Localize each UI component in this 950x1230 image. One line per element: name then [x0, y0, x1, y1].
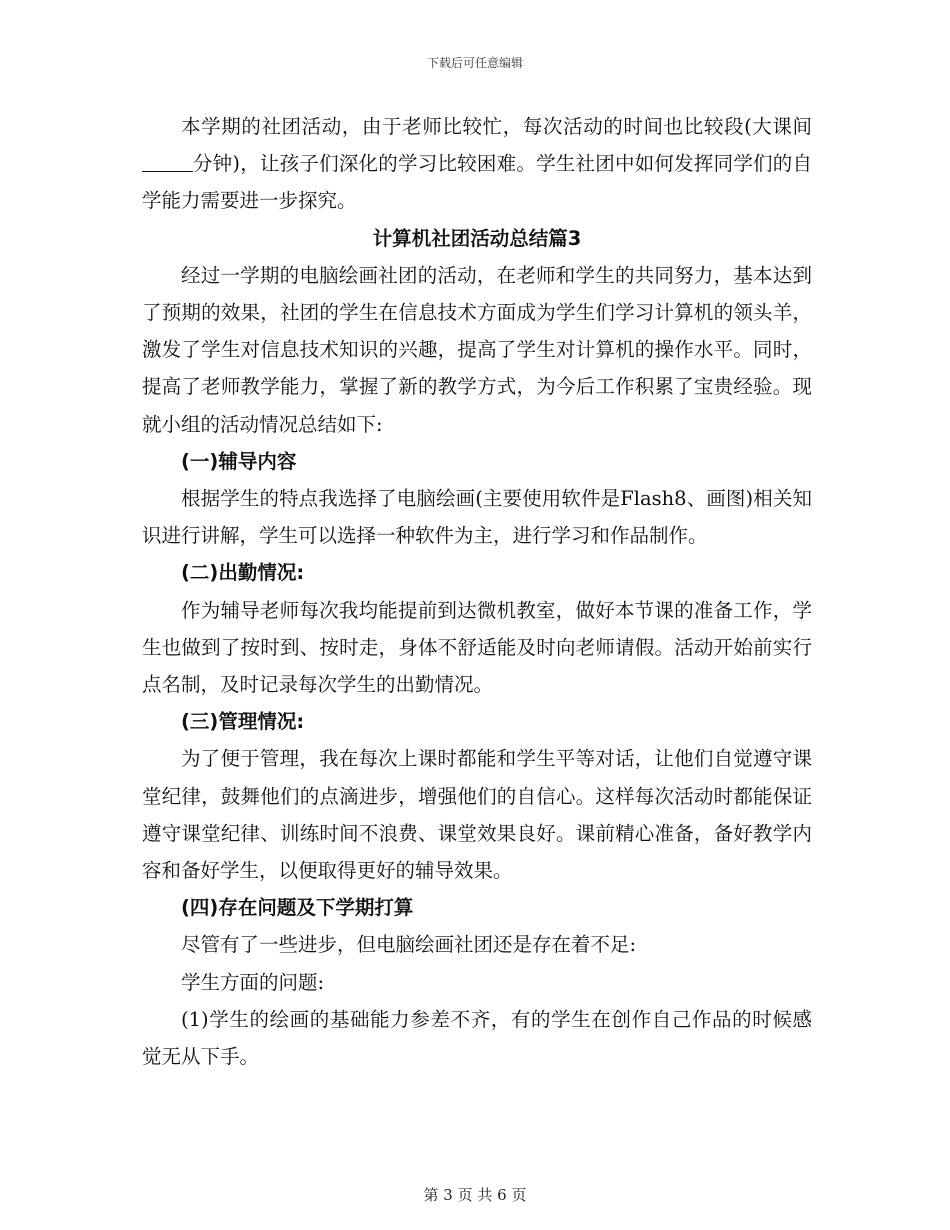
paragraph-8: (1)学生的绘画的基础能力参差不齐，有的学生在创作自己作品的时候感觉无从下手。 [142, 1007, 812, 1069]
fill-blank [142, 152, 193, 173]
paragraph-1 [142, 108, 812, 220]
paragraph-1-before: 本学期的社团活动，由于老师比较忙，每次活动的时间也比较段(大课间 [181, 115, 812, 138]
subheading-2: (二)出勤情况: [181, 561, 305, 585]
subheading-4: (四)存在问题及下学期打算 [181, 896, 414, 920]
paragraph-4: 作为辅导老师每次我均能提前到达微机教室，做好本节课的准备工作，学生也做到了按时到、按时走，身体不舒适能及时向老师请假。活动开始前实行点名制，及时记录每次学生的出勤情况。 [142, 598, 812, 697]
paragraph-1-after: 分钟)，让孩子们深化的学习比较困难。学生社团中如何发挥同学们的自学能力需要进一步探究。 [142, 152, 812, 213]
page-header: 下载后可任意编辑 [426, 56, 523, 70]
paragraph-6: 尽管有了一些进步，但电脑绘画社团还是存在着不足: [181, 933, 637, 957]
paragraph-7: 学生方面的问题: [181, 970, 325, 994]
paragraph-3: 根据学生的特点我选择了电脑绘画(主要使用软件是Flash8、画图)相关知识进行讲解，学生可以选择一种软件为主，进行学习和作品制作。 [142, 487, 812, 548]
section-title: 计算机社团活动总结篇3 [372, 226, 582, 250]
paragraph-5: 为了便于管理，我在每次上课时都能和学生平等对话，让他们自觉遵守课堂纪律，鼓舞他们的点滴进步，增强他们的自信心。这样每次活动时都能保证遵守课堂纪律、训练时间不浪费、课堂效果良好。课前精心准备，备好教学内容和备好学生，以便取得更好的辅导效果。 [142, 747, 812, 883]
page-footer: 第 3 页 共 6 页 [423, 1186, 527, 1204]
document-body [142, 108, 812, 1075]
paragraph-2: 经过一学期的电脑绘画社团的活动，在老师和学生的共同努力，基本达到了预期的效果，社团的学生在信息技术方面成为学生们学习计算机的领头羊，激发了学生对信息技术知识的兴趣，提高了学生对计算机的操作水平。同时，提高了老师教学能力，掌握了新的教学方式，为今后工作积累了宝贵经验。现就小组的活动情况总结如下: [142, 263, 812, 436]
subheading-3: (三)管理情况: [181, 710, 305, 734]
subheading-1: (一)辅导内容 [181, 449, 297, 473]
